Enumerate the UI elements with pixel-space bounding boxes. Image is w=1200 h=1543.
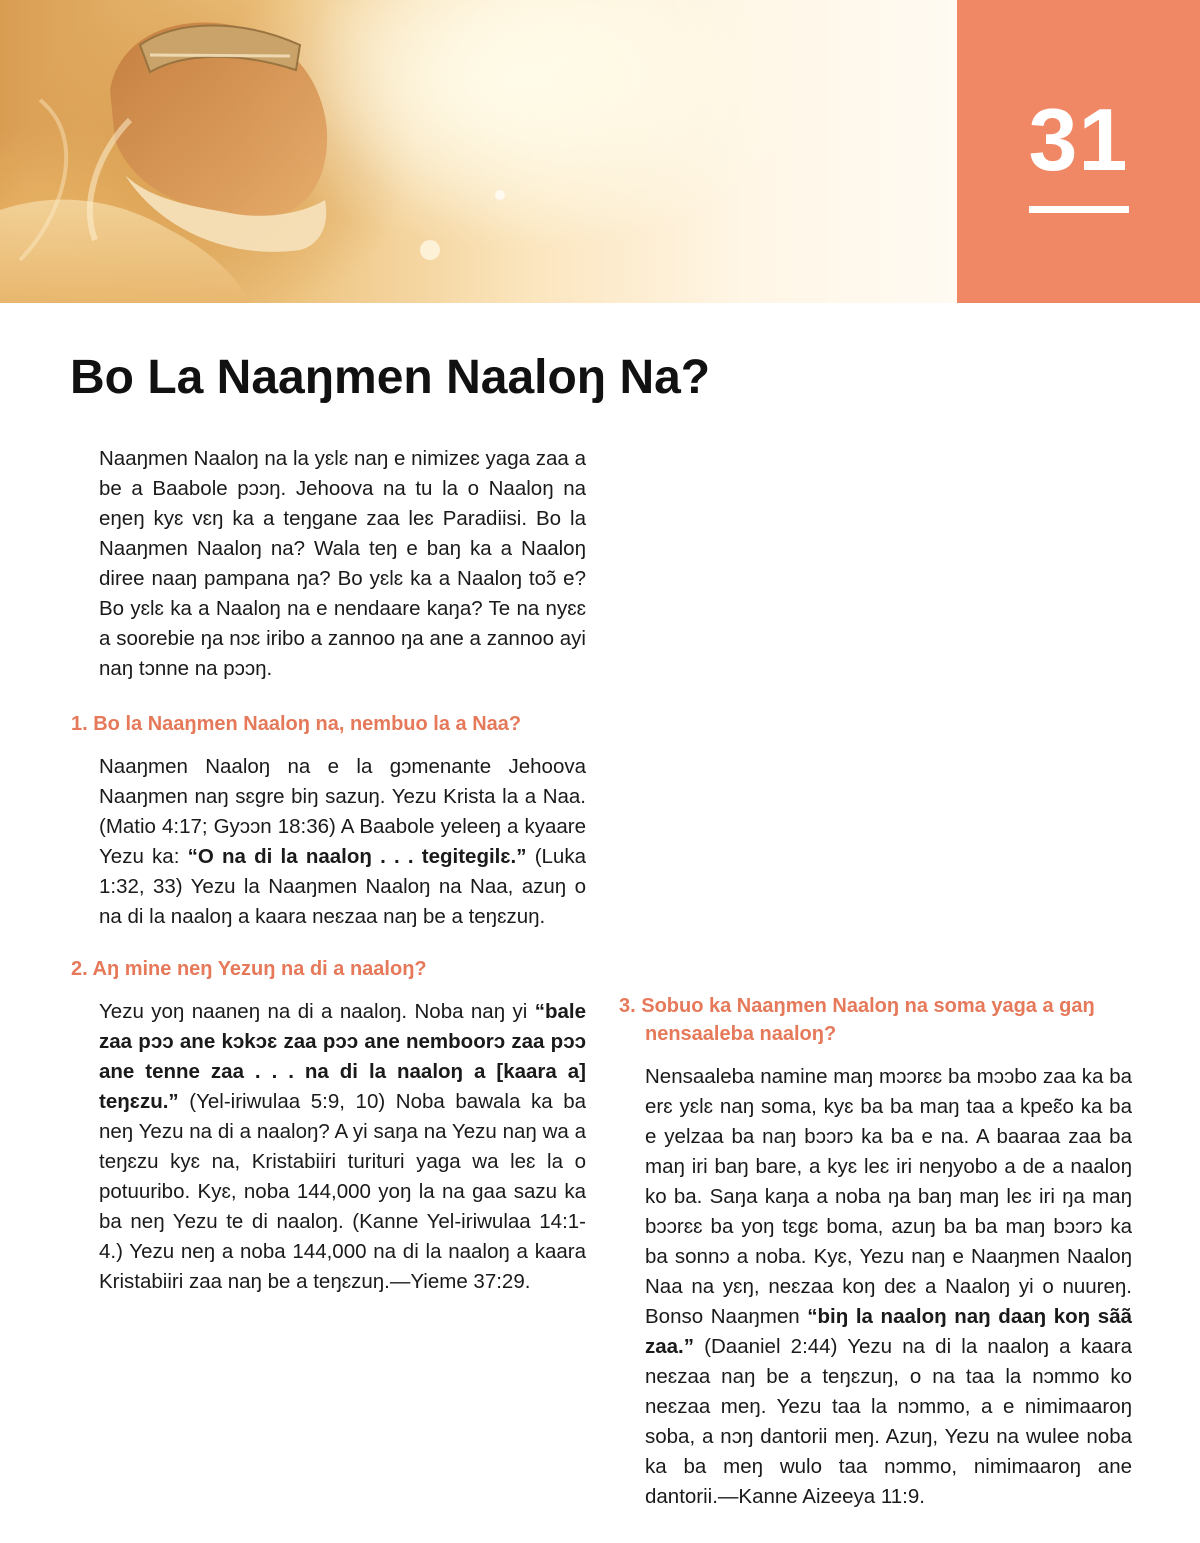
right-column	[619, 444, 1133, 1512]
answer-2-quote: “bale zaa pɔɔ ane kɔkɔɛ zaa pɔɔ ane nemboorɔ zaa pɔɔ ane tenne zaa . . . na di la naaloŋ a [kaara a] teŋɛzu.”	[99, 1000, 586, 1113]
answer-2-text-b: (Yel-iriwulaa 5:9, 10) Noba bawala ka ba neŋ Yezu na di a naaloŋ? A yi saŋa na Yezu naŋ wa a teŋɛzu kyɛ na, Kristabiiri turituri yaga wa leɛ la o potuuribo. Kyɛ, noba 144,000 yoŋ la na gaa sazu ka ba neŋ Yezu te di naaloŋ. (Kanne Yel-iriwulaa 14:1-4.) Yezu neŋ a noba 144,000 na di la naaloŋ a kaara Kristabiiri zaa naŋ be a teŋɛzuŋ.—Yieme 37:29.	[99, 1090, 586, 1293]
page-title: Bo La Naaŋmen Naaloŋ Na?	[70, 351, 711, 404]
left-column	[71, 444, 586, 1297]
answer-2-paragraph	[99, 997, 586, 1297]
hero-illustration	[0, 0, 957, 303]
question-2-heading: 2. Aŋ mine neŋ Yezuŋ na di a naaloŋ?	[71, 958, 427, 980]
king-illustration	[0, 0, 957, 303]
answer-1-quote: “O na di la naaloŋ . . . tegitegilɛ.”	[187, 845, 527, 868]
answer-1-text-a: Naaŋmen Naaloŋ na e la gɔmenante Jehoova Naaŋmen naŋ sɛgre biŋ sazuŋ. Yezu Krista la a Naa. (Matio 4:17; Gyɔɔn 18:36) A Baabole yeleeŋ a kyaare Yezu ka:	[99, 755, 586, 868]
answer-3-paragraph	[645, 1062, 1132, 1512]
answer-3-quote: “biŋ la naaloŋ naŋ daaŋ koŋ sãã zaa.”	[645, 1305, 1133, 1358]
intro-paragraph: Naaŋmen Naaloŋ na la yɛlɛ naŋ e nimizeɛ yaga zaa a be a Baabole pɔɔŋ. Jehoova na tu la o Naaloŋ na eŋeŋ kyɛ vɛŋ ka a teŋgane zaa leɛ Paradiisi. Bo la Naaŋmen Naaloŋ na? Wala teŋ e baŋ ka a Naaloŋ diree naaŋ pampana ŋa? Bo yɛlɛ ka a Naaloŋ toɔ̃ e? Bo yɛlɛ ka a Naaloŋ na e nendaare kaŋa? Te na nyɛɛ a soorebie ŋa nɔɛ iribo a zannoo ŋa ane a zannoo ayi naŋ tɔnne na pɔɔŋ.	[99, 447, 586, 680]
lesson-number-underline	[1029, 206, 1129, 213]
answer-2-text-a: Yezu yoŋ naaneŋ na di a naaloŋ. Noba naŋ yi	[99, 1000, 535, 1023]
answer-1-text-b: (Luka 1:32, 33) Yezu la Naaŋmen Naaloŋ na Naa, azuŋ o na di la naaloŋ a kaara neɛzaa naŋ be a teŋɛzuŋ.	[99, 845, 586, 928]
answer-3-text-a: Nensaaleba namine maŋ mɔɔrɛɛ ba mɔɔbo zaa ka ba erɛ yɛlɛ naŋ soma, kyɛ ba ba maŋ taa a kpeɛ̃o ka ba e yelzaa ba naŋ bɔɔrɔ ka ba e na. A baaraa zaa ba maŋ iri baŋ bare, a kyɛ leɛ iri neŋyobo a de a naaloŋ ko ba. Saŋa kaŋa a noba ŋa baŋ maŋ leɛ iri ŋa maŋ bɔɔrɛɛ ba yoŋ tɛgɛ boma, azuŋ ba ba maŋ bɔɔrɔ ka ba sonnɔ a noba. Kyɛ, Yezu naŋ e Naaŋmen Naaloŋ Naa na yɛŋ, neɛzaa koŋ deɛ a Naaloŋ yi o nuureŋ. Bonso Naaŋmen	[645, 1065, 1132, 1328]
answer-3-text-b: (Daaniel 2:44) Yezu na di la naaloŋ a kaara neɛzaa naŋ be a teŋɛzuŋ, o na taa la nɔmmo ko neɛzaa meŋ. Yezu taa la nɔmmo, a e nimimaaroŋ soba, a nɔŋ dantorii meŋ. Azuŋ, Yezu na wulee noba ka ba meŋ wulo taa nɔmmo, nimimaaroŋ ane dantorii.—Kanne Aizeeya 11:9.	[645, 1335, 1132, 1508]
question-3-heading: 3. Sobuo ka Naaŋmen Naaloŋ na soma yaga a gaŋ nensaaleba naaloŋ?	[619, 995, 1095, 1045]
lesson-number: 31	[1028, 90, 1129, 189]
question-1-heading: 1. Bo la Naaŋmen Naaloŋ na, nembuo la a Naa?	[71, 713, 522, 735]
answer-1-paragraph	[99, 752, 586, 932]
lesson-badge	[957, 0, 1200, 303]
